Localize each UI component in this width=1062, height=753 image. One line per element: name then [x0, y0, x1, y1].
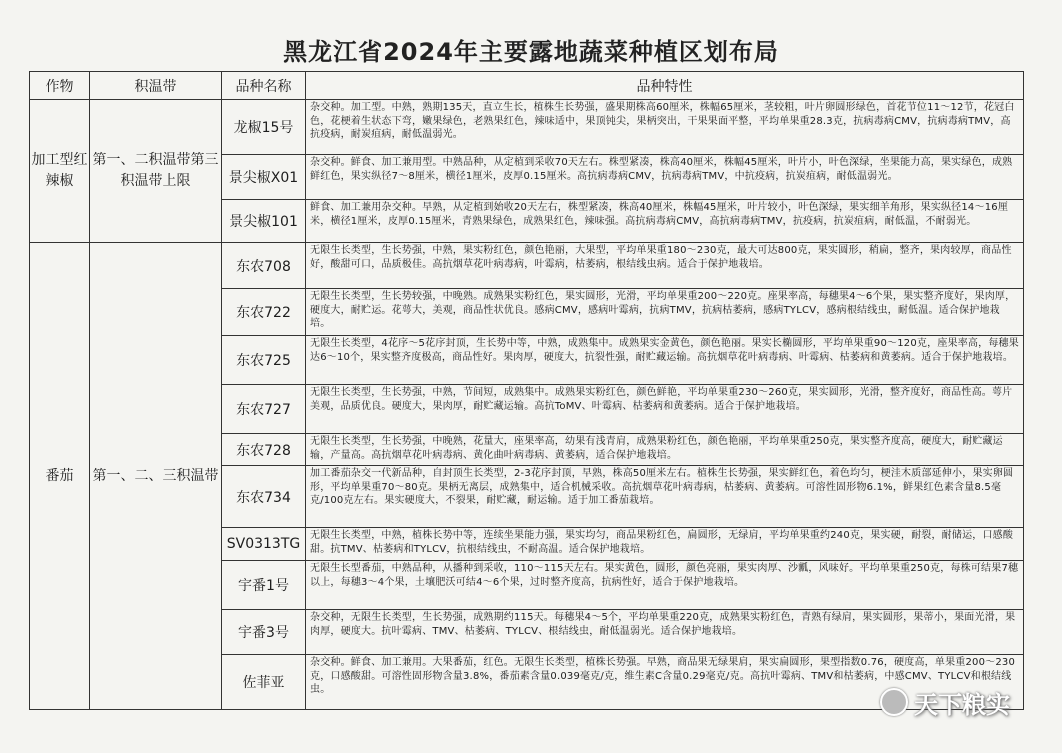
crop-cell: 加工型红辣椒	[30, 100, 90, 243]
variety-traits: 杂交种。鲜食、加工兼用型。中熟品种，从定植到采收70天左右。株型紧凑，株高40厘米，株幅45厘米，叶片小，叶色深绿，坐果能力高，果实绿色，成熟鲜红色，果实纵径7～8厘米，横径1厘米，皮厚0.15厘米。高抗病毒病CMV，抗病毒病TMV，中抗疫病，抗炭疽病，耐低温弱光。	[306, 155, 1024, 200]
variety-traits: 无限生长类型，生长势较强，中晚熟。成熟果实粉红色，果实圆形，光滑，平均单果重200～220克。座果率高，每穗果4～6个果，果实整齐度好，果肉厚，硬度大，耐贮运。花萼大，美观，商品性状优良。感病CMV，感病叶霉病，抗病TMV，抗病枯萎病，感病TYLCV，感病根结线虫，耐低温。适合保护地栽培。	[306, 289, 1024, 336]
variety-traits: 无限生长型番茄，中熟品种，从播种到采收，110～115天左右。果实黄色，圆形，颜色亮丽，果实肉厚、沙瓤，风味好。平均单果重250克，每株可结果7穗以上，每穗3～4个果，土壤肥沃可结4～6个果，过时整齐度高，抗病性好，适合于保护地栽培。	[306, 561, 1024, 610]
crop-cell: 番茄	[30, 243, 90, 710]
variety-name: 景尖椒X01	[222, 155, 306, 200]
watermark-text: 天下粮实	[914, 690, 1010, 719]
variety-name: 宇番1号	[222, 561, 306, 610]
wechat-logo-icon	[880, 688, 908, 716]
header-row	[30, 72, 1024, 100]
variety-traits: 无限生长类型，中熟，植株长势中等，连续坐果能力强，果实均匀，商品果粉红色，扁圆形，无绿肩，平均单果重约240克，果实硬，耐裂，耐储运，口感酸甜。抗TMV、枯萎病和TYLCV，抗根结线虫，不耐高温。适合保护地栽培。	[306, 528, 1024, 561]
variety-name: 东农708	[222, 243, 306, 289]
header-zone: 积温带	[90, 72, 222, 100]
table-row	[30, 100, 1024, 155]
zone-cell: 第一、二、三积温带	[90, 243, 222, 710]
variety-traits: 无限生长类型，4花序～5花序封顶，生长势中等，中熟，成熟集中。成熟果实金黄色，颜色艳丽。果实长椭圆形，平均单果重90～120克，座果率高，每穗果达6～10个，果实整齐度极高，商品性好。果肉厚，硬度大，抗裂性强，耐贮藏运输。高抗烟草花叶病毒病、叶霉病、枯萎病和黄萎病。适合于保护地栽培。	[306, 336, 1024, 385]
zone-cell: 第一、二积温带第三积温带上限	[90, 100, 222, 243]
watermark	[880, 680, 1040, 724]
variety-name: 龙椒15号	[222, 100, 306, 155]
variety-traits: 无限生长类型，生长势强，中熟，节间短，成熟集中。成熟果实粉红色，颜色鲜艳，平均单果重230～260克，果实圆形，光滑，整齐度好，商品性高。萼片美观，品质优良。硬度大，果肉厚，耐贮藏运输。高抗ToMV、叶霉病、枯萎病和黄萎病。适合于保护地栽培。	[306, 385, 1024, 434]
document-title: 黑龙江省2024年主要露地蔬菜种植区划布局	[283, 38, 779, 66]
variety-name: 东农722	[222, 289, 306, 336]
variety-name: 东农734	[222, 466, 306, 528]
variety-traits: 无限生长类型，生长势强，中熟，果实粉红色，颜色艳丽，大果型，平均单果重180～230克，最大可达800克，果实圆形，稍扁，整齐，果肉较厚，商品性好，酸甜可口，品质极佳。高抗烟草花叶病毒病，叶霉病，枯萎病，根结线虫病。适合于保护地栽培。	[306, 243, 1024, 289]
variety-traits: 无限生长类型，生长势强，中晚熟，花量大，座果率高，幼果有浅青肩，成熟果粉红色，颜色艳丽，平均单果重250克，果实整齐度高，硬度大，耐贮藏运输，产量高。高抗烟草花叶病毒病、黄化曲叶病毒病、黄萎病，适合保护地栽培。	[306, 434, 1024, 466]
variety-name: 东农728	[222, 434, 306, 466]
variety-name: SV0313TG	[222, 528, 306, 561]
variety-name: 景尖椒101	[222, 200, 306, 243]
table-row	[30, 243, 1024, 289]
variety-name: 东农725	[222, 336, 306, 385]
variety-traits: 杂交种，无限生长类型，生长势强，成熟期约115天。每穗果4～5个，平均单果重220克，成熟果实粉红色，青熟有绿肩，果实圆形，果蒂小，果面光滑，果肉厚，硬度大。抗叶霉病、TMV、枯萎病、TYLCV、根结线虫，耐低温弱光。适合保护地栽培。	[306, 610, 1024, 655]
variety-traits: 杂交种。加工型。中熟，熟期135天，直立生长，植株生长势强，盛果期株高60厘米，株幅65厘米，茎较粗，叶片卵圆形绿色，首花节位11～12节，花冠白色，花梗着生状态下弯，嫩果绿色，老熟果红色，辣味适中，果顶钝尖，果柄突出，干果果面平整，平均单果重28.3克，抗病毒病CMV，抗病毒病TMV，高抗疫病，耐炭疽病，耐低温弱光。	[306, 100, 1024, 155]
header-traits: 品种特性	[306, 72, 1024, 100]
header-variety: 品种名称	[222, 72, 306, 100]
header-crop: 作物	[30, 72, 90, 100]
planting-table	[29, 71, 1024, 710]
variety-name: 东农727	[222, 385, 306, 434]
variety-name: 佐菲亚	[222, 655, 306, 710]
variety-traits: 鲜食、加工兼用杂交种。早熟，从定植到始收20天左右，株型紧凑，株高40厘米，株幅45厘米，叶片较小，叶色深绿，果实细羊角形，果实纵径14～16厘米，横径1厘米，皮厚0.15厘米，青熟果绿色，成熟果红色，辣味强。高抗病毒病CMV，高抗病毒病TMV，抗疫病，抗炭疽病，耐低温，不耐弱光。	[306, 200, 1024, 243]
variety-traits: 杂交种。鲜食、加工兼用。大果番茄，红色。无限生长类型，植株长势强。早熟，商品果无绿果肩，果实扁圆形，果型指数0.76，硬度高，单果重200～230克，口感酸甜。可溶性固形物含量3.8%，番茄素含量0.039毫克/克，维生素C含量0.29毫克/克。高抗叶霉病、TMV和枯萎病，中感CMV、TYLCV和根结线虫。	[306, 655, 1024, 710]
variety-traits: 加工番茄杂交一代新品种，自封顶生长类型，2-3花序封顶，早熟，株高50厘米左右。植株生长势强，果实鲜红色，着色均匀，梗洼木质部延伸小，果实卵圆形，平均单果重70～80克。果柄无离层，成熟集中，适合机械采收。高抗烟草花叶病毒病，枯萎病、黄萎病。可溶性固形物6.1%，鲜果红色素含量8.5毫克/100克左右。果实硬度大，不裂果，耐贮藏，耐运输。适于加工番茄栽培。	[306, 466, 1024, 528]
variety-name: 宇番3号	[222, 610, 306, 655]
